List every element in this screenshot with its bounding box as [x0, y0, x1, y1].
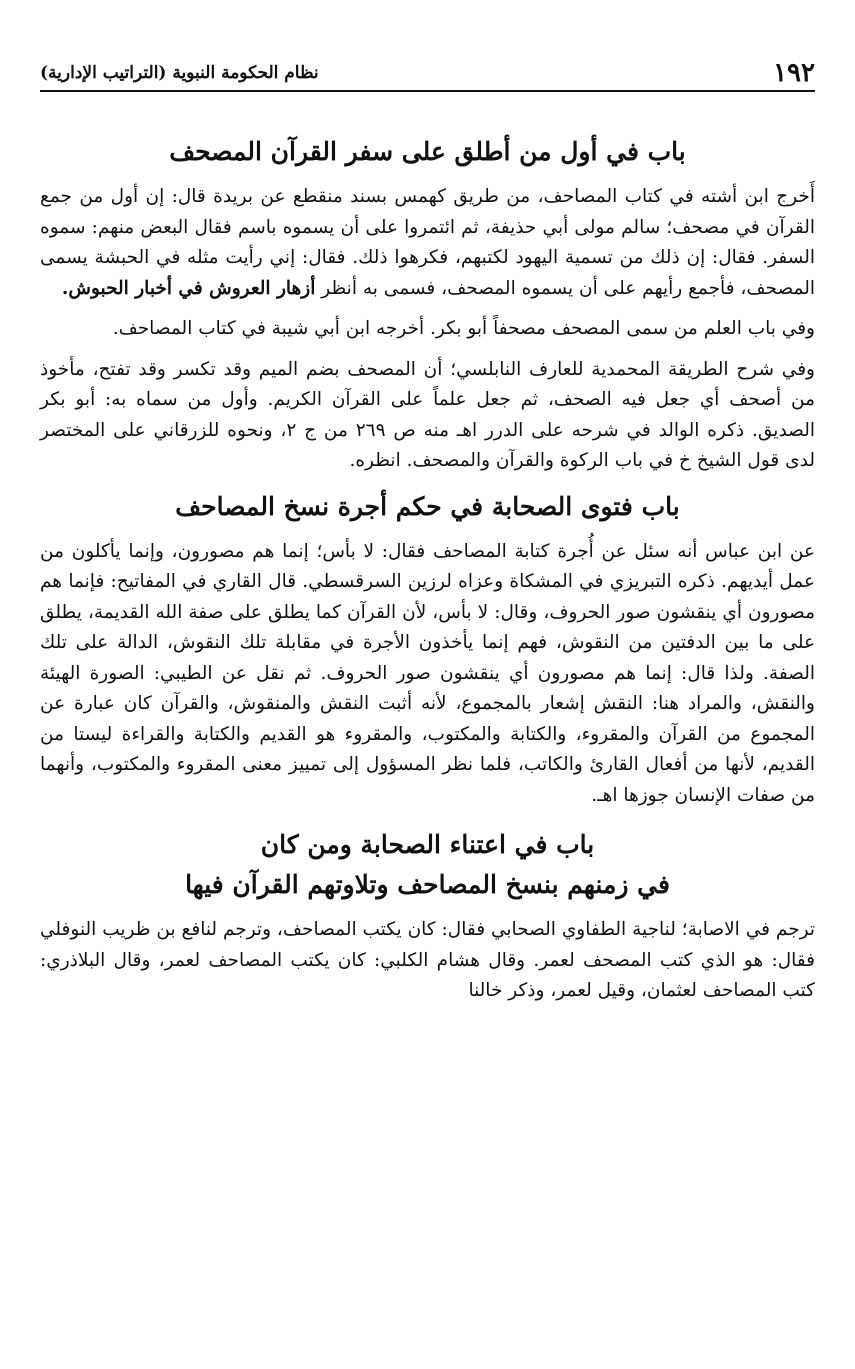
- section-title-companions-care: [40, 825, 815, 905]
- paragraph: عن ابن عباس أنه سئل عن أُجرة كتابة المصاحف فقال: لا بأس؛ إنما هم مصورون، وإنما يأكلون من عمل أيديهم. ذكره التبريزي في المشكاة وعزاه لرزين السرقسطي. قال القاري في المفاتيح: فإنما هم مصورون أي ينقشون صور الحروف، وقال: لا بأس، لأن القرآن كما يطلق على صفة الله القديمة، يطلق على ما بين الدفتين من النقوش، فهم إنما يأخذون الأجرة في مقابلة تلك النقوش، الدالة على تلك الصفة. ولذا قال: إنما هم مصورون أي ينقشون صور الحروف. ثم نقل عن الطيبي: الصورة الهيئة والنقش، والمراد هنا: النقش إشعار بالمجموع، لأنه أثبت النقش والمنقوش، والقرآن كان عبارة عن المجموع من القرآن والمقروء، والكتابة والمكتوب، والمقروء هو القديم والكتابة والقراءة ليستا من القديم، لأنها من أفعال القارئ والكاتب، فلما نظر المسؤول إلى تمييز معنى المقروء والمكتوب، وأنهما من صفات الإنسان جوزها اهـ.: [40, 540, 815, 806]
- paragraph: [40, 182, 815, 304]
- section-title-copying-fee: باب فتوى الصحابة في حكم أجرة نسخ المصاحف: [175, 491, 680, 521]
- page-body: [40, 122, 815, 1007]
- page-number: ١٩٢: [773, 58, 815, 88]
- section-title-line-2: في زمنهم بنسخ المصاحف وتلاوتهم القرآن فيها: [185, 870, 670, 899]
- running-header: [40, 56, 815, 92]
- section-title-line-1: باب في اعتناء الصحابة ومن كان: [260, 830, 595, 859]
- paragraph: وفي باب العلم من سمى المصحف مصحفاً أبو بكر. أخرجه ابن أبي شيبة في كتاب المصاحف.: [112, 318, 815, 339]
- running-title: نظام الحكومة النبوية (التراتيب الإدارية): [40, 63, 319, 83]
- section-title-first-name: باب في أول من أطلق على سفر القرآن المصحف: [169, 137, 686, 166]
- paragraph: وفي شرح الطريقة المحمدية للعارف النابلسي؛ أن المصحف بضم الميم وقد تكسر وقد تفتح، مأخوذ من أصحف أي جعل فيه الصحف، ثم جعل علماً على القرآن الكريم. وأول من سماه به: أبو بكر الصديق. ذكره الوالد في شرحه على الدرر اهـ منه ص ٢٦٩ من ج ٢، ونحوه للزرقاني على المختصر لدى قول الشيخ خ في باب الركوة والقرآن والمصحف. انظره.: [40, 358, 815, 471]
- paragraph: ترجم في الاصابة؛ لناجية الطفاوي الصحابي فقال: كان يكتب المصاحف، وترجم لنافع بن ظريب النوفلي فقال: هو الذي كتب المصحف لعمر. وقال هشام الكلبي: كان يكتب المصاحف لعمر، وقال البلاذري: كتب المصاحف لعثمان، وقيل لعمر، وذكر خالنا: [40, 919, 815, 1001]
- paragraph-text: أَخرج ابن أشته في كتاب المصاحف، من طريق كهمس بسند منقطع عن بريدة قال: إن أول من جمع القرآن في مصحف؛ سالم مولى أبي حذيفة، ثم ائتمروا على أن يسموه باسم فقال البعض منهم: سموه السفر. فقال: إن ذلك من تسمية اليهود لكتبهم، فكرهوا ذلك. فقال: إني رأيت مثله في الحبشة يسمى المصحف، فأجمع رأيهم على أن يسموه المصحف، فسمى به أنظر: [40, 186, 815, 299]
- book-reference: أزهار العروش في أخبار الحبوش.: [61, 277, 316, 299]
